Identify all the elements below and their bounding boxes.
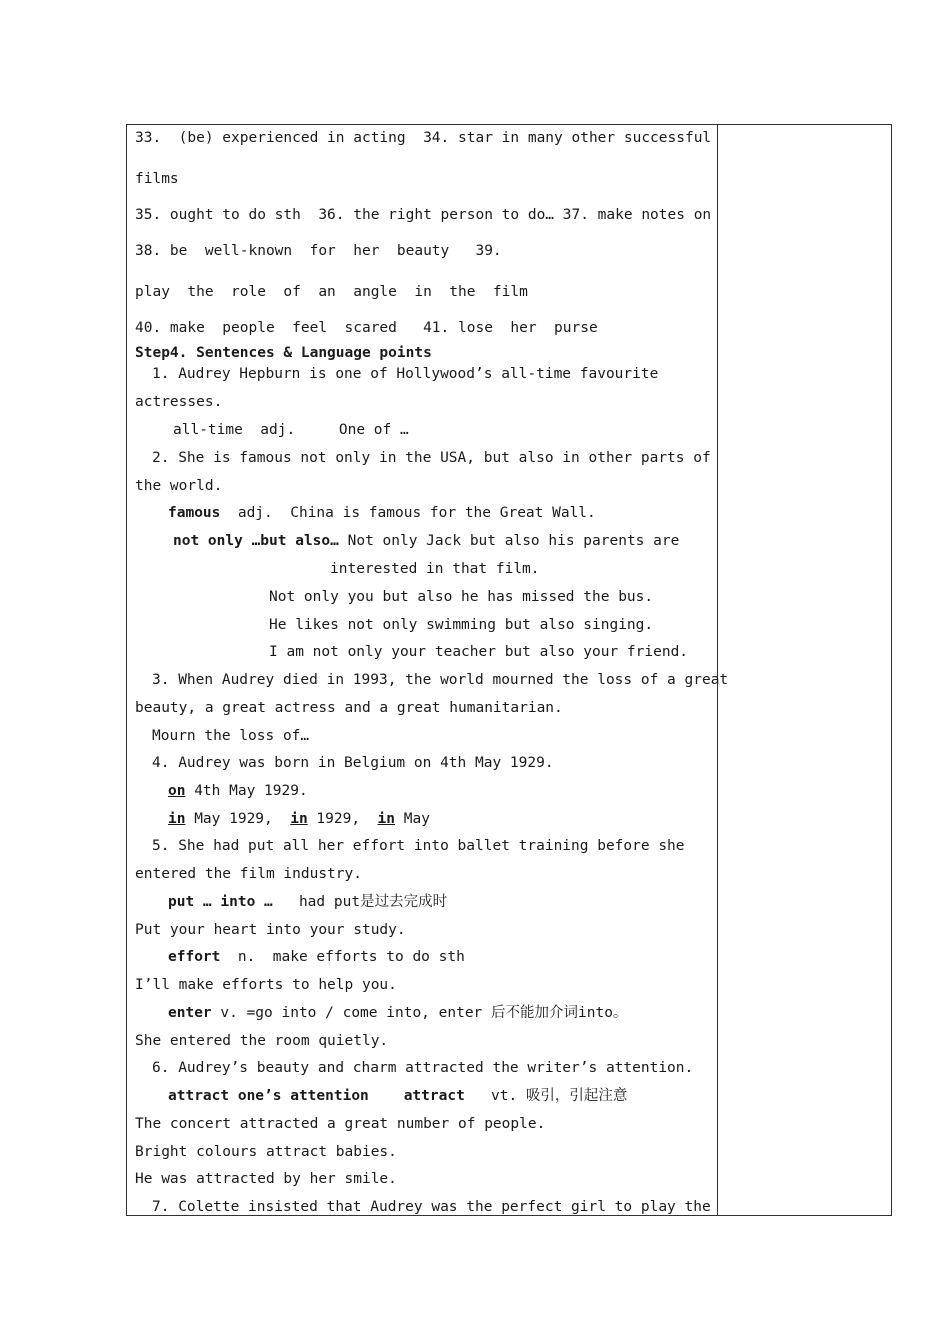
sentence-1-cont: actresses.: [135, 394, 223, 410]
attract-explanation: vt. 吸引，引起注意: [464, 1088, 628, 1104]
step4-heading: Step4. Sentences & Language points: [135, 345, 432, 361]
enter-explanation: v. =go into / come into, enter 后不能加介词into。: [211, 1005, 628, 1021]
in-example: May: [395, 811, 430, 827]
put-into-note: [168, 893, 447, 911]
attract-example: Bright colours attract babies.: [135, 1144, 397, 1160]
sentence-3: 3. When Audrey died in 1993, the world mourned the loss of a great: [152, 672, 729, 688]
sentence-7: 7. Colette insisted that Audrey was the perfect girl to play the: [152, 1199, 711, 1215]
effort-explanation: n. make efforts to do sth: [220, 949, 465, 965]
keyword-in: in: [290, 811, 308, 827]
vocab-line-38: 38. be well-known for her beauty 39.: [135, 243, 502, 259]
keyword-put-into: put … into …: [168, 894, 273, 910]
sentence-2-cont: the world.: [135, 478, 223, 494]
keyword-in: in: [377, 811, 396, 827]
keyword-on: on: [168, 783, 186, 799]
put-into-explanation: had put是过去完成时: [272, 894, 448, 910]
famous-note: [168, 504, 596, 522]
mourn-note: Mourn the loss of…: [152, 728, 310, 744]
vocab-line-33: 33. (be) experienced in acting 34. star in many other successful: [135, 130, 712, 146]
sentence-5-cont: entered the film industry.: [135, 866, 362, 882]
keyword-enter: enter: [168, 1005, 212, 1021]
keyword-not-only: not only …but also…: [173, 533, 339, 549]
vocab-line-35: 35. ought to do sth 36. the right person to do… 37. make notes on: [135, 207, 712, 223]
sentence-5: 5. She had put all her effort into ballet training before she: [152, 838, 685, 854]
vocab-line-40: 40. make people feel scared 41. lose her purse: [135, 320, 598, 336]
all-time-note: all-time adj. One of …: [173, 422, 409, 438]
sentence-4: 4. Audrey was born in Belgium on 4th May 1929.: [152, 755, 554, 771]
not-only-note: [173, 532, 679, 550]
famous-example: adj. China is famous for the Great Wall.: [220, 505, 596, 521]
vocab-line-39: play the role of an angle in the film: [135, 284, 528, 300]
table-column-divider: [717, 124, 718, 1216]
sentence-2: 2. She is famous not only in the USA, but also in other parts of: [152, 450, 711, 466]
enter-example: She entered the room quietly.: [135, 1033, 389, 1049]
keyword-attract: attract one’s attention attract: [168, 1088, 465, 1104]
in-example: 1929,: [307, 811, 378, 827]
put-into-example: Put your heart into your study.: [135, 922, 406, 938]
keyword-famous: famous: [168, 505, 221, 521]
keyword-effort: effort: [168, 949, 221, 965]
vocab-line-33-cont: films: [135, 171, 179, 187]
attract-note: [168, 1087, 627, 1105]
not-only-example-cont: interested in that film.: [330, 561, 540, 577]
in-example: May 1929,: [185, 811, 291, 827]
attract-example: He was attracted by her smile.: [135, 1171, 397, 1187]
enter-note: [168, 1004, 627, 1022]
effort-example: I’ll make efforts to help you.: [135, 977, 397, 993]
sentence-6: 6. Audrey’s beauty and charm attracted the writer’s attention.: [152, 1060, 694, 1076]
example-line: I am not only your teacher but also your friend.: [269, 644, 689, 660]
on-example: 4th May 1929.: [185, 783, 308, 799]
sentence-1: 1. Audrey Hepburn is one of Hollywood’s all-time favourite: [152, 366, 659, 382]
attract-example: The concert attracted a great number of people.: [135, 1116, 546, 1132]
effort-note: [168, 948, 465, 966]
example-line: He likes not only swimming but also singing.: [269, 617, 654, 633]
sentence-3-cont: beauty, a great actress and a great humanitarian.: [135, 700, 563, 716]
keyword-in: in: [168, 811, 186, 827]
in-note: [168, 810, 430, 828]
on-note: [168, 782, 308, 800]
example-line: Not only you but also he has missed the bus.: [269, 589, 654, 605]
not-only-example: Not only Jack but also his parents are: [338, 533, 680, 549]
